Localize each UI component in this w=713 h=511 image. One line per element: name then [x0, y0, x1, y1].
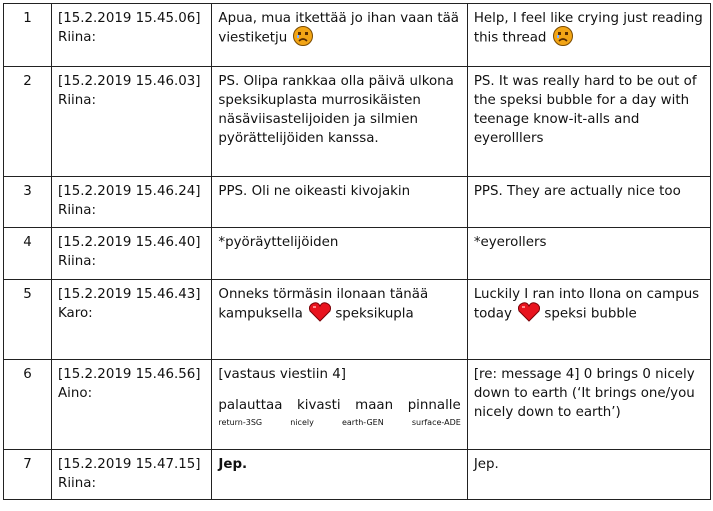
english-text: PS. It was really hard to be out of the speksi bubble for a day with teenage know-it-alls and eyerolllers: [467, 67, 710, 177]
gloss-word: palauttaa: [218, 398, 283, 413]
author: Riina:: [58, 476, 96, 491]
english-text: PPS. They are actually nice too: [467, 177, 710, 228]
table-row: [4, 67, 711, 177]
timestamp: [15.2.2019 15.46.56]: [58, 367, 201, 382]
table-row: [4, 360, 711, 450]
message-meta: [52, 177, 212, 228]
row-number: 3: [4, 177, 52, 228]
message-meta: [52, 450, 212, 500]
message-text: Luckily I ran into Ilona on campus today: [473, 287, 700, 322]
author: Riina:: [58, 203, 96, 218]
gloss-tag: surface-ADE: [411, 418, 461, 427]
english-text: [467, 4, 710, 67]
message-text: Onneks törmäsin ilonaan tänää kampuksella: [218, 287, 429, 322]
message-table: [3, 3, 711, 500]
message-text: Help, I feel like crying just reading this thread: [473, 11, 703, 46]
table-row: [4, 450, 711, 500]
sad-face-icon: [552, 25, 574, 47]
gloss-word: kivasti: [297, 398, 341, 413]
message-meta: [52, 228, 212, 280]
finnish-text: [212, 360, 467, 450]
table-row: [4, 177, 711, 228]
gloss-word: pinnalle: [407, 398, 461, 413]
gloss-tag: earth-GEN: [341, 418, 384, 427]
row-number: 1: [4, 4, 52, 67]
table-row: [4, 280, 711, 360]
finnish-text: [212, 4, 467, 67]
finnish-text: PS. Olipa rankkaa olla päivä ulkona speksikuplasta murrosikäisten näsäviisastelijoiden ja silmien pyörättelijöiden kanssa.: [212, 67, 467, 177]
gloss-tag: return-3SG: [218, 418, 263, 427]
timestamp: [15.2.2019 15.46.43]: [58, 287, 201, 302]
timestamp: [15.2.2019 15.45.06]: [58, 11, 201, 26]
row-number: 4: [4, 228, 52, 280]
gloss-words: [218, 396, 460, 415]
english-text: [re: message 4] 0 brings 0 nicely down to earth (‘It brings one/you nicely down to earth’): [467, 360, 710, 450]
message-meta: [52, 280, 212, 360]
author: Aino:: [58, 386, 93, 401]
gloss-tags: [218, 417, 460, 429]
finnish-text: [212, 280, 467, 360]
row-number: 6: [4, 360, 52, 450]
gloss-word: maan: [355, 398, 394, 413]
author: Riina:: [58, 254, 96, 269]
finnish-text: PPS. Oli ne oikeasti kivojakin: [212, 177, 467, 228]
reply-reference: [vastaus viestiin 4]: [218, 367, 346, 382]
timestamp: [15.2.2019 15.46.24]: [58, 184, 201, 199]
row-number: 5: [4, 280, 52, 360]
message-meta: [52, 67, 212, 177]
interlinear-gloss: [218, 396, 460, 429]
message-meta: [52, 4, 212, 67]
message-text: speksi bubble: [544, 306, 637, 322]
english-text: *eyerollers: [467, 228, 710, 280]
row-number: 7: [4, 450, 52, 500]
sad-face-icon: [292, 25, 314, 47]
gloss-tag: nicely: [290, 418, 314, 427]
author: Karo:: [58, 306, 93, 321]
author: Riina:: [58, 93, 96, 108]
message-text: Apua, mua itkettää jo ihan vaan tää viestiketju: [218, 11, 459, 46]
row-number: 2: [4, 67, 52, 177]
message-text: speksikupla: [335, 306, 414, 322]
timestamp: [15.2.2019 15.46.03]: [58, 74, 201, 89]
finnish-text: *pyöräyttelijöiden: [212, 228, 467, 280]
message-meta: [52, 360, 212, 450]
timestamp: [15.2.2019 15.46.40]: [58, 235, 201, 250]
author: Riina:: [58, 30, 96, 45]
english-text: Jep.: [467, 450, 710, 500]
timestamp: [15.2.2019 15.47.15]: [58, 457, 201, 472]
heart-icon: [308, 301, 330, 323]
finnish-text: Jep.: [212, 450, 467, 500]
heart-icon: [517, 301, 539, 323]
english-text: [467, 280, 710, 360]
table-row: [4, 228, 711, 280]
table-row: [4, 4, 711, 67]
